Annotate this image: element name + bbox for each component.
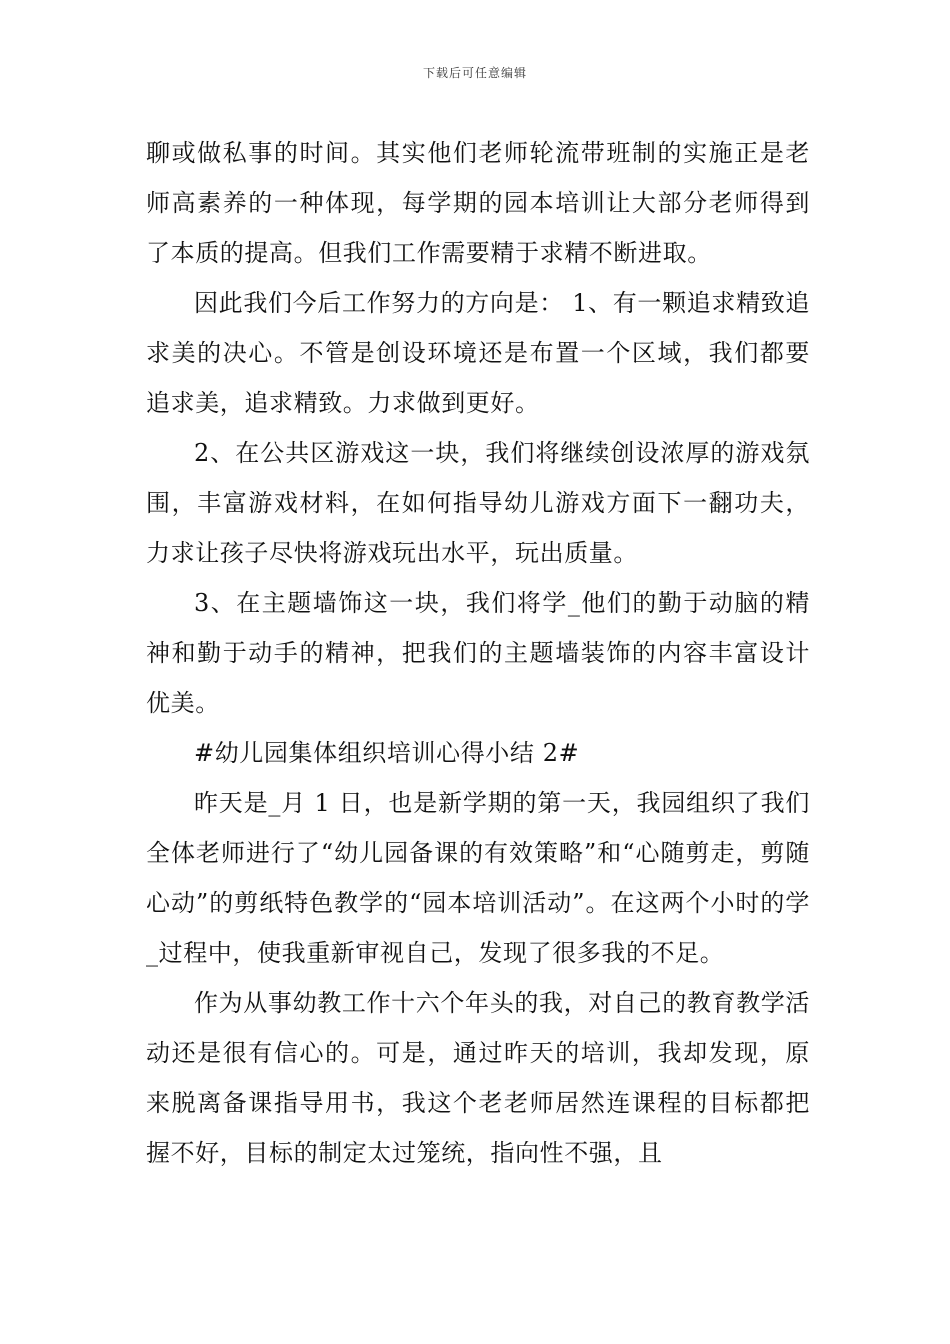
page-header: 下载后可任意编辑 [422,66,527,80]
document-body [146,128,810,1178]
paragraph-4: 3、在主题墙饰这一块，我们将学_他们的勤于动脑的精神和勤于动手的精神，把我们的主题墙装饰的内容丰富设计优美。 [146,589,810,717]
paragraph-5: 昨天是_月 1 日，也是新学期的第一天，我园组织了我们全体老师进行了“幼儿园备课的有效策略”和“心随剪走，剪随心动”的剪纸特色教学的“园本培训活动”。在这两个小时的学_过程中，使我重新审视自己，发现了很多我的不足。 [146,789,810,967]
paragraph-1: 聊或做私事的时间。其实他们老师轮流带班制的实施正是老师高素养的一种体现，每学期的园本培训让大部分老师得到了本质的提高。但我们工作需要精于求精不断进取。 [146,139,810,267]
paragraph-3: 2、在公共区游戏这一块，我们将继续创设浓厚的游戏氛围，丰富游戏材料，在如何指导幼儿游戏方面下一翻功夫，力求让孩子尽快将游戏玩出水平，玩出质量。 [146,439,810,567]
paragraph-6: 作为从事幼教工作十六个年头的我，对自己的教育教学活动还是很有信心的。可是，通过昨天的培训，我却发现，原来脱离备课指导用书，我这个老老师居然连课程的目标都把握不好，目标的制定太过笼统，指向性不强，且 [146,989,810,1167]
paragraph-2: 因此我们今后工作努力的方向是： 1、有一颗追求精致追求美的决心。不管是创设环境还是布置一个区域，我们都要追求美，追求精致。力求做到更好。 [146,289,810,417]
section-heading: #幼儿园集体组织培训心得小结 2# [194,739,580,767]
